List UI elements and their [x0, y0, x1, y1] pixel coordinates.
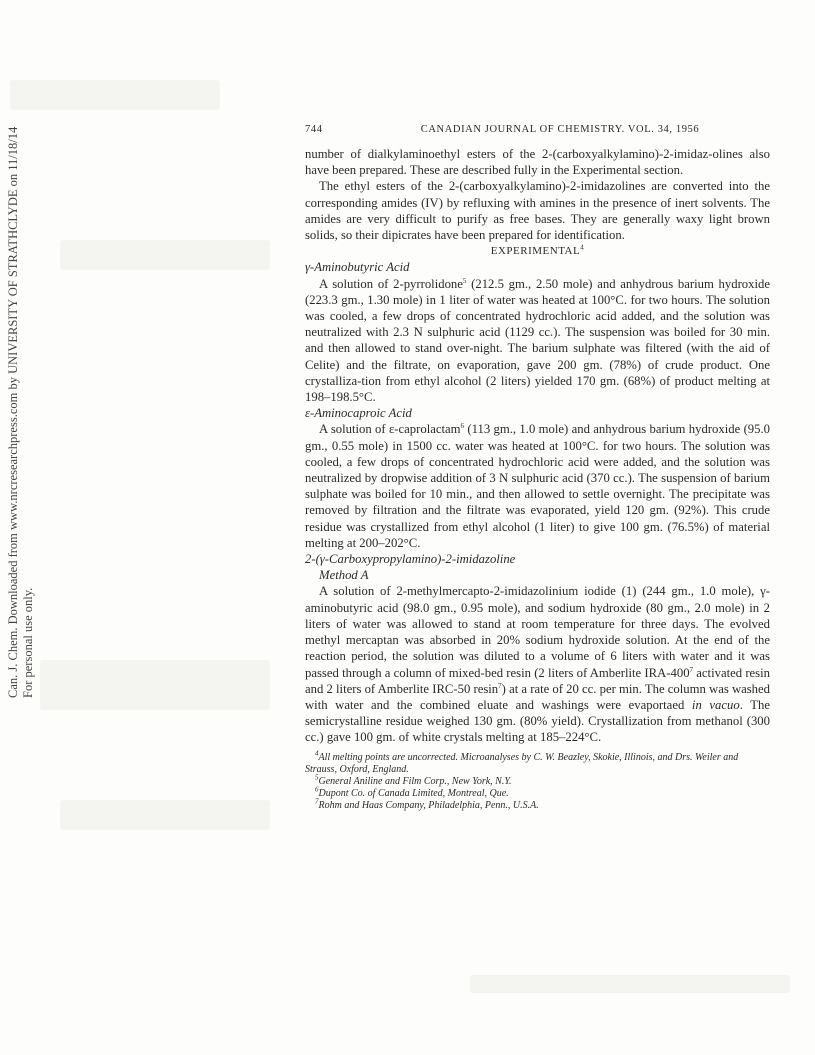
- subheading-aminocaproic: ε-Aminocaproic Acid: [305, 406, 412, 421]
- footnote-ref: 7: [689, 665, 694, 674]
- subheading-imidazoline: 2-(γ-Carboxypropylamino)-2-imidazoline: [305, 552, 516, 567]
- footnote-ref: 6: [460, 422, 465, 431]
- footnote-ref: 4: [580, 243, 585, 252]
- watermark-line-2: For personal use only.: [21, 587, 35, 698]
- paragraph-aminocaproic: A solution of ε-caprolactam$^6$ (113 gm., 1.0 mole) and anhydrous barium hydroxide (95.0 gm., 0.55 mole) in 1500 cc. water was heated at 100°C. for two hours. The solution was cooled, a few drops of concentrated hydrochloric acid were added, and the solution was neutralized by dropwise addition of 3 N sulphuric acid (370 cc.). The suspension of barium sulphate was boiled for 10 min., and then allowed to settle overnight. The precipitate was removed by filtration and the filtrate was evaporated, yield 120 gm. (92%). This crude residue was crystallized from ethyl alcohol (1 liter) to give 100 gm. (76.5%) of material melting at 200–202°C.: [305, 422, 770, 550]
- paragraph-aminobutyric: A solution of 2-pyrrolidone$^5$ (212.5 gm., 2.50 mole) and anhydrous barium hydroxide (223.3 gm., 1.30 mole) in 1 liter of water was heated at 100°C. for two hours. The solution was cooled, a few drops of concentrated hydrochloric acid added, and the solution was neutralized with 2.3 N sulphuric acid (1129 cc.). The suspension was boiled for 30 min. and then allowed to stand over-night. The barium sulphate was filtered (with the aid of Celite) and the filtrate, on evaporation, gave 200 gm. (78%) of crude product. One crystalliza-tion from ethyl alcohol (2 liters) yielded 170 gm. (68%) of product melting at 198–198.5°C.: [305, 276, 770, 405]
- running-header: [305, 122, 770, 140]
- footnote-ref: 5: [462, 276, 467, 285]
- footnote-ref: 7: [498, 681, 502, 690]
- bleed-through-mark: [40, 660, 270, 710]
- paragraph-method-a: A solution of 2-methylmercapto-2-imidazolinium iodide (1) (244 gm., 1.0 mole), γ-aminobutyric acid (98.0 gm., 0.95 mole), and sodium hydroxide (80 gm., 2.0 mole) in 2 liters of water was allowed to stand at room temperature for three days. The evolved methyl mercaptan was absorbed in 20% sodium hydroxide solution. At the end of the reaction period, the solution was diluted to a volume of 6 liters with water and it was passed through a column of mixed-bed resin (2 liters of Amberlite IRA-$400^7$ activated resin and 2 liters of Amberlite IRC-50 resin$^7$) at a rate of 20 cc. per min. The column was washed with water and the combined eluate and washings were evaportaed in vacuo. The semicrystalline residue weighed 130 gm. (80% yield). Crystallization from methanol (300 cc.) gave 100 gm. of white crystals melting at 185–224°C.: [305, 584, 771, 745]
- page-number: 744: [305, 124, 323, 135]
- watermark-line-1: Can. J. Chem. Downloaded from www.nrcresearchpress.com by UNIVERSITY OF STRATHCLYDE on 11/18/14: [6, 126, 20, 698]
- subheading-method-a: Method A: [319, 568, 369, 583]
- footnote-4: $^4$All melting points are uncorrected. Microanalyses by C. W. Beazley, Skokie, Illinois, and Drs. Weiler and Strauss, Oxford, England.: [305, 749, 739, 775]
- subheading-aminobutyric: γ-Aminobutyric Acid: [305, 260, 410, 275]
- footnote-7: $^7$Rohm and Haas Company, Philadelphia, Penn., U.S.A.: [315, 797, 539, 811]
- footnote-6: $^6$Dupont Co. of Canada Limited, Montreal, Que.: [315, 785, 509, 799]
- running-title: CANADIAN JOURNAL OF CHEMISTRY. VOL. 34, 1956: [420, 124, 700, 135]
- paragraph-1: number of dialkylaminoethyl esters of the 2-(carboxyalkylamino)-2-imidaz-olines also have been prepared. These are described fully in the Experimental section.: [305, 147, 770, 178]
- article-page: [305, 122, 770, 812]
- footnotes: [305, 749, 770, 812]
- bleed-through-mark: [60, 800, 270, 830]
- download-watermark: [2, 126, 38, 700]
- bleed-through-mark: [470, 975, 790, 993]
- paragraph-2: The ethyl esters of the 2-(carboxyalkylamino)-2-imidazolines are converted into the corresponding amides (IV) by refluxing with amines in the presence of inert solvents. The amides are very difficult to purify as free bases. They are generally waxy light brown solids, so their dipicrates have been prepared for identification.: [305, 179, 770, 243]
- bleed-through-mark: [10, 80, 220, 110]
- bleed-through-mark: [60, 240, 270, 270]
- section-heading-experimental: EXPERIMENTAL$^4$: [490, 243, 585, 258]
- footnote-5: $^5$General Aniline and Film Corp., New York, N.Y.: [315, 773, 512, 787]
